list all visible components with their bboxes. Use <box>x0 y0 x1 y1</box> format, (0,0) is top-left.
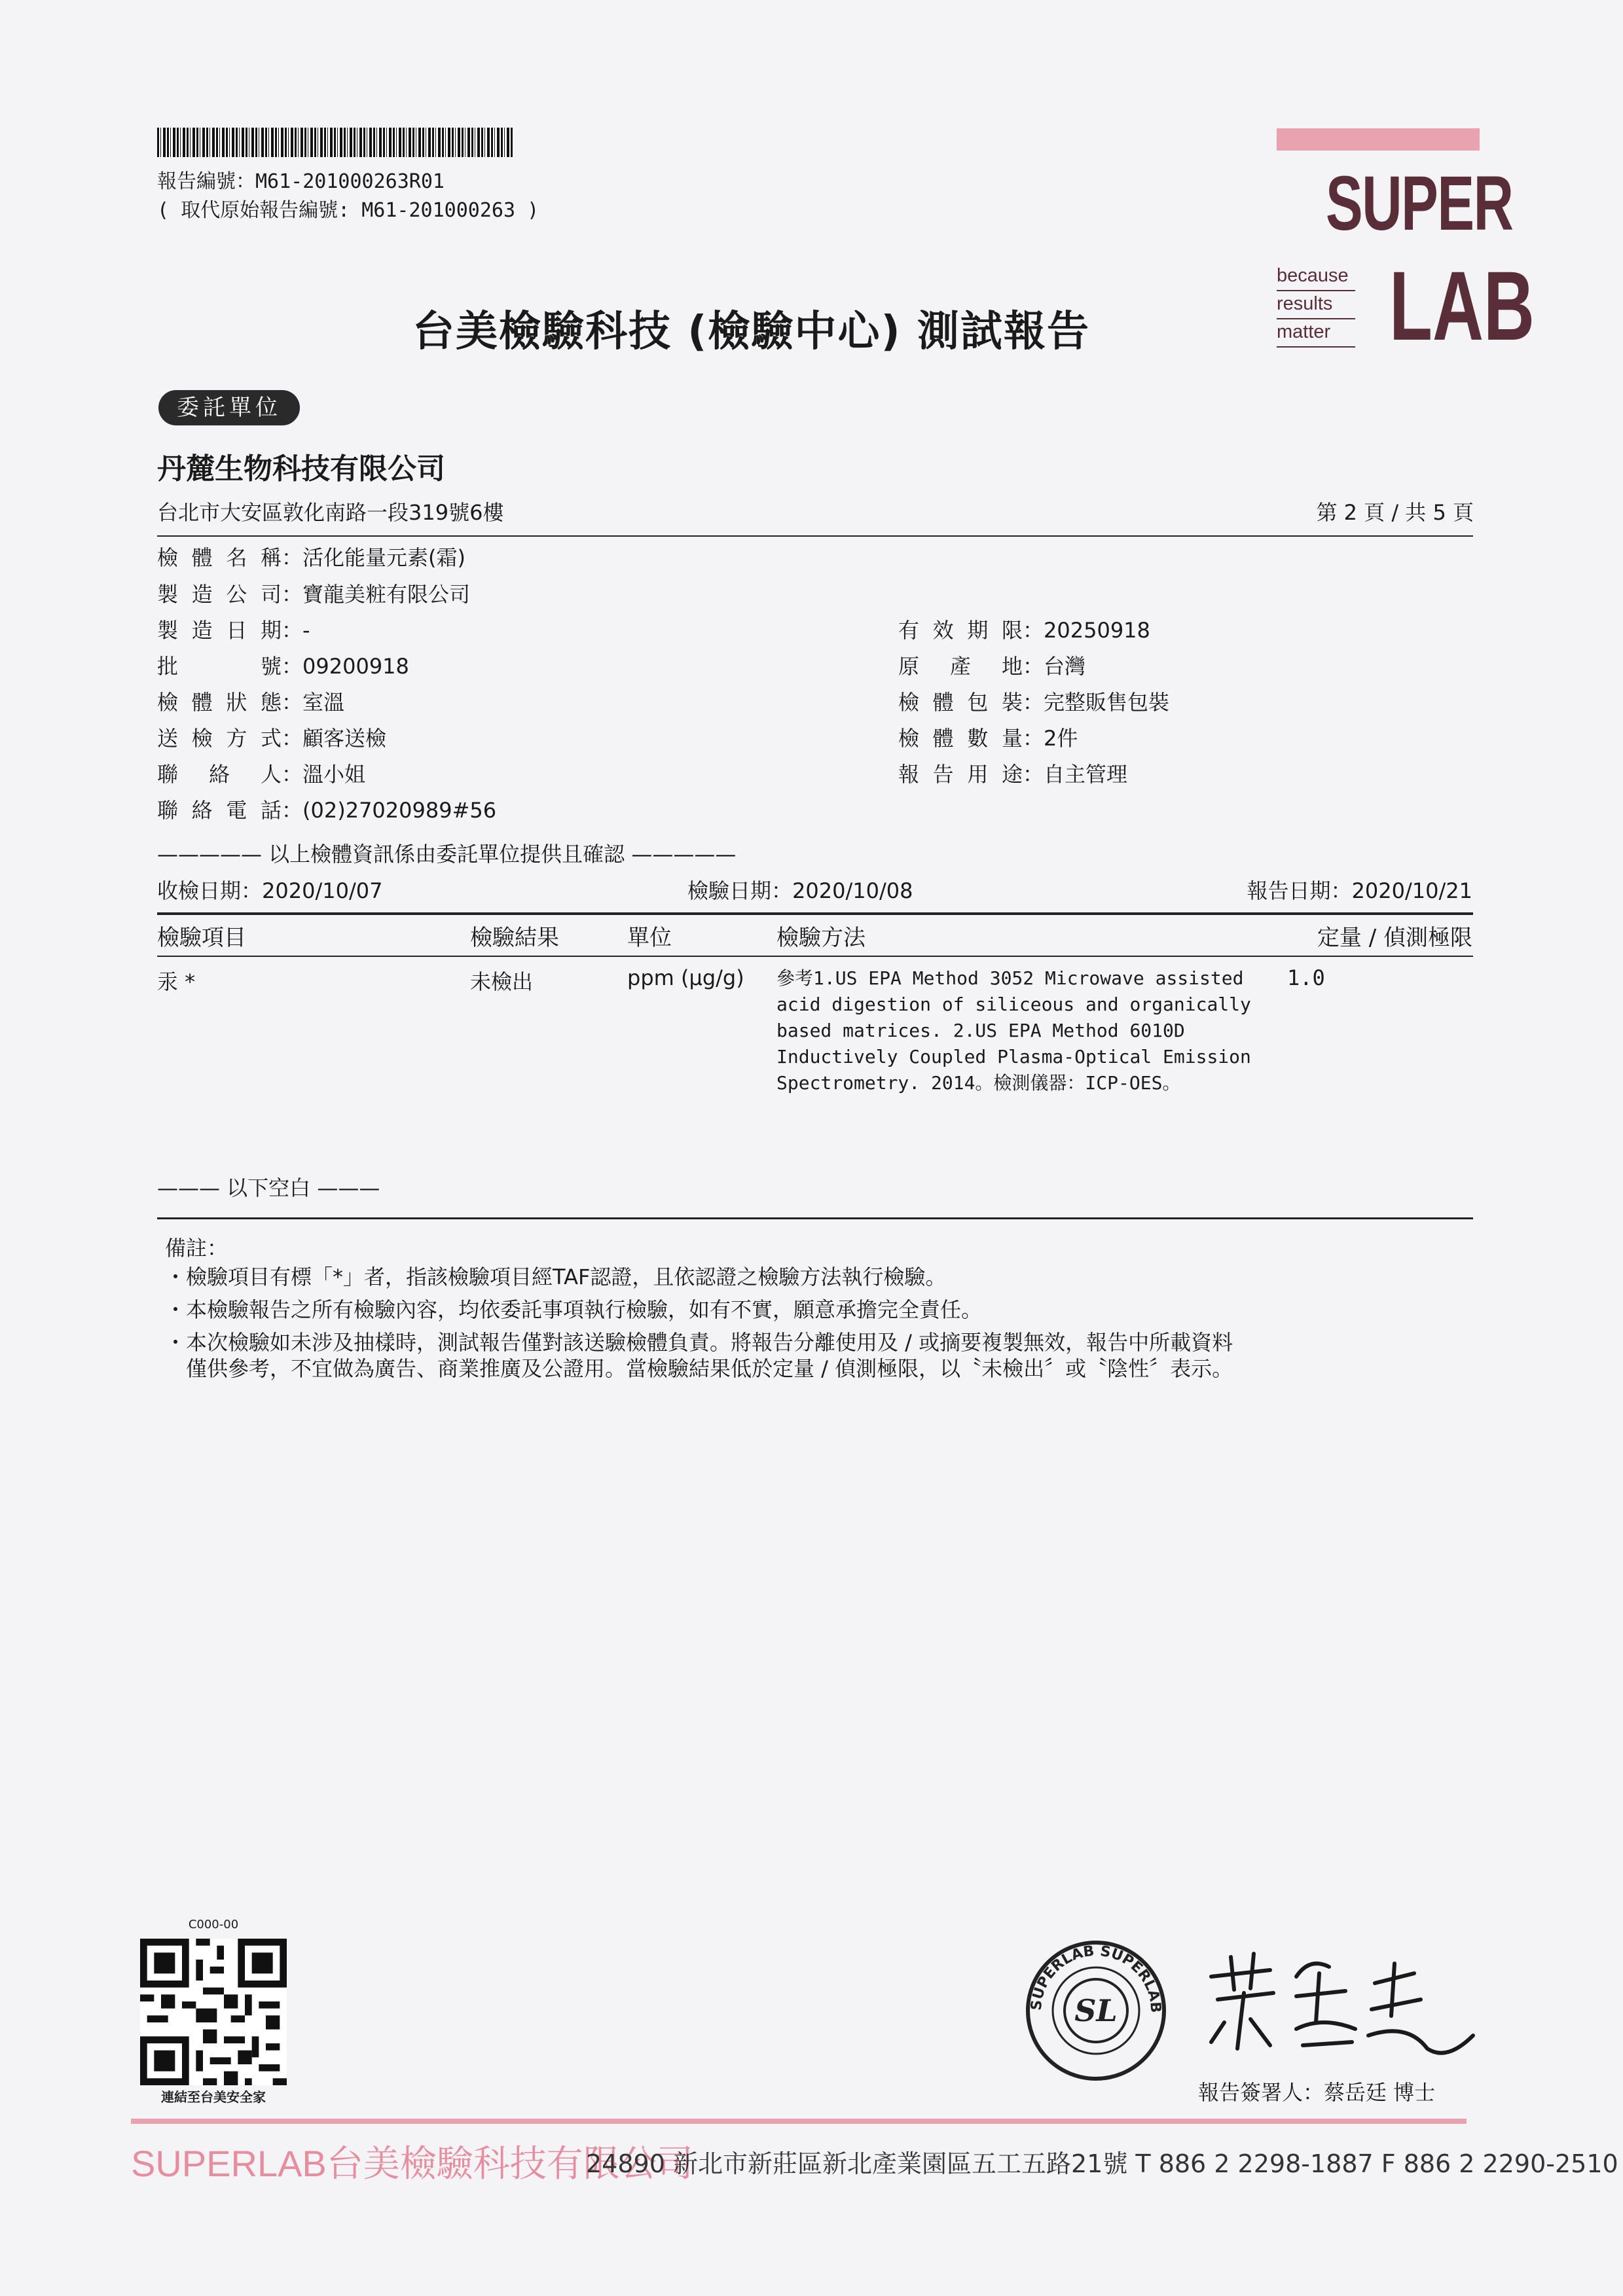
footer-rule <box>131 2119 1467 2124</box>
signature-image <box>1198 1937 1480 2068</box>
note-item: ・本檢驗報告之所有檢驗內容，均依委託事項執行檢驗，如有不實，願意承擔完全責任。 <box>165 1297 983 1322</box>
footer-brand: SUPERLAB台美檢驗科技有限公司 <box>131 2143 693 2184</box>
client-company: 丹麓生物科技有限公司 <box>157 452 445 486</box>
sample-phone: 聯絡電話：(02)27020989#56 <box>157 798 497 823</box>
logo-tagline-rule <box>1277 290 1355 291</box>
qr-code-icon[interactable] <box>140 1939 287 2085</box>
signer-name: 報告簽署人：蔡岳廷 博士 <box>1198 2080 1436 2105</box>
notes-rule <box>157 1217 1473 1219</box>
notes-title: 備註： <box>165 1236 228 1261</box>
table-cell-item: 汞 * <box>157 969 196 994</box>
svg-text:SL: SL <box>1074 1993 1118 2028</box>
footer-address: 24890 新北市新莊區新北產業園區五工五路21號 T 886 2 2298-1887 F 886 2 2290-2510 <box>586 2149 1618 2178</box>
table-cell-limit: 1.0 <box>1287 965 1325 990</box>
logo-tagline-3: matter <box>1277 321 1331 342</box>
test-date: 檢驗日期：2020/10/08 <box>687 878 913 903</box>
table-header-unit: 單位 <box>627 925 672 951</box>
barcode <box>157 128 514 157</box>
logo-tagline-2: results <box>1277 293 1333 314</box>
table-header-method: 檢驗方法 <box>776 925 866 951</box>
divider <box>157 535 1473 537</box>
qr-caption: 連結至台美安全家 <box>161 2089 266 2105</box>
replaced-report-number: ( 取代原始報告編號: M61-201000263 ) <box>157 199 539 222</box>
table-cell-method: 參考1.US EPA Method 3052 Microwave assisted acid digestion of siliceous and organically based matrices. 2.US EPA Method 6010D Inductively Coupled Plasma-Optical Emission Spectrometry. 2014。檢測儀器：ICP-OES。 <box>776 967 1251 1094</box>
blank-below-note: ——— 以下空白 ——— <box>157 1175 380 1200</box>
sample-maker: 製造公司：寶龍美粧有限公司 <box>157 582 471 607</box>
report-number: 報告編號：M61-201000263R01 <box>157 170 445 193</box>
client-badge: 委託單位 <box>158 390 300 425</box>
sample-name: 檢體名稱：活化能量元素(霜) <box>157 545 465 570</box>
sample-contact: 聯 絡 人：溫小姐 <box>157 762 366 787</box>
note-item: ・檢驗項目有標「*」者，指該檢驗項目經TAF認證，且依認證之檢驗方法執行檢驗。 <box>165 1265 947 1289</box>
table-cell-result: 未檢出 <box>470 969 534 994</box>
report-title: 台美檢驗科技 (檢驗中心) 測試報告 <box>412 308 1091 356</box>
sample-mfg-date: 製造日期：- <box>157 618 310 643</box>
sample-origin: 原 產 地：台灣 <box>898 654 1086 679</box>
table-header-limit: 定量 / 偵測極限 <box>1317 925 1472 951</box>
sample-info-confirm-note: ————— 以上檢體資訊係由委託單位提供且確認 ————— <box>157 842 737 867</box>
table-top-rule <box>157 912 1473 915</box>
report-date: 報告日期：2020/10/21 <box>1247 878 1472 903</box>
table-header-item: 檢驗項目 <box>157 925 246 951</box>
table-cell-unit: ppm (μg/g) <box>627 965 744 990</box>
sample-purpose: 報告用途：自主管理 <box>898 762 1128 787</box>
logo-tagline-rule <box>1277 346 1355 348</box>
note-item: ・本次檢驗如未涉及抽樣時，測試報告僅對該送驗檢體負責。將報告分離使用及 / 或摘要複製無效，報告中所載資料 <box>165 1330 1233 1355</box>
received-date: 收檢日期：2020/10/07 <box>157 878 383 903</box>
page-indicator: 第 2 頁 / 共 5 頁 <box>1316 500 1474 525</box>
sample-batch: 批 號：09200918 <box>157 654 409 679</box>
lab-seal-stamp <box>1023 1937 1169 2084</box>
sample-package: 檢體包裝：完整販售包裝 <box>898 690 1170 715</box>
logo-lab: LAB <box>1389 251 1535 361</box>
logo-super: SUPER <box>1326 160 1513 247</box>
logo-tagline-rule <box>1277 318 1355 319</box>
table-header-rule <box>157 956 1473 957</box>
svg-text:SUPERLAB SUPERLAB: SUPERLAB SUPERLAB <box>1028 1943 1164 2014</box>
client-address: 台北市大安區敦化南路一段319號6樓 <box>157 500 504 525</box>
sample-delivery: 送檢方式：顧客送檢 <box>157 726 387 751</box>
table-header-result: 檢驗結果 <box>470 925 559 951</box>
sample-state: 檢體狀態：室溫 <box>157 690 345 715</box>
note-item: 僅供參考，不宜做為廣告、商業推廣及公證用。當檢驗結果低於定量 / 偵測極限，以〝未檢出〞或〝陰性〞表示。 <box>165 1356 1233 1381</box>
logo-accent-bar <box>1277 128 1480 151</box>
sample-quantity: 檢體數量：2件 <box>898 726 1078 751</box>
qr-code-id: C000-00 <box>188 1918 239 1931</box>
sample-expiry: 有效期限：20250918 <box>898 618 1150 643</box>
logo-tagline-1: because <box>1277 265 1349 286</box>
